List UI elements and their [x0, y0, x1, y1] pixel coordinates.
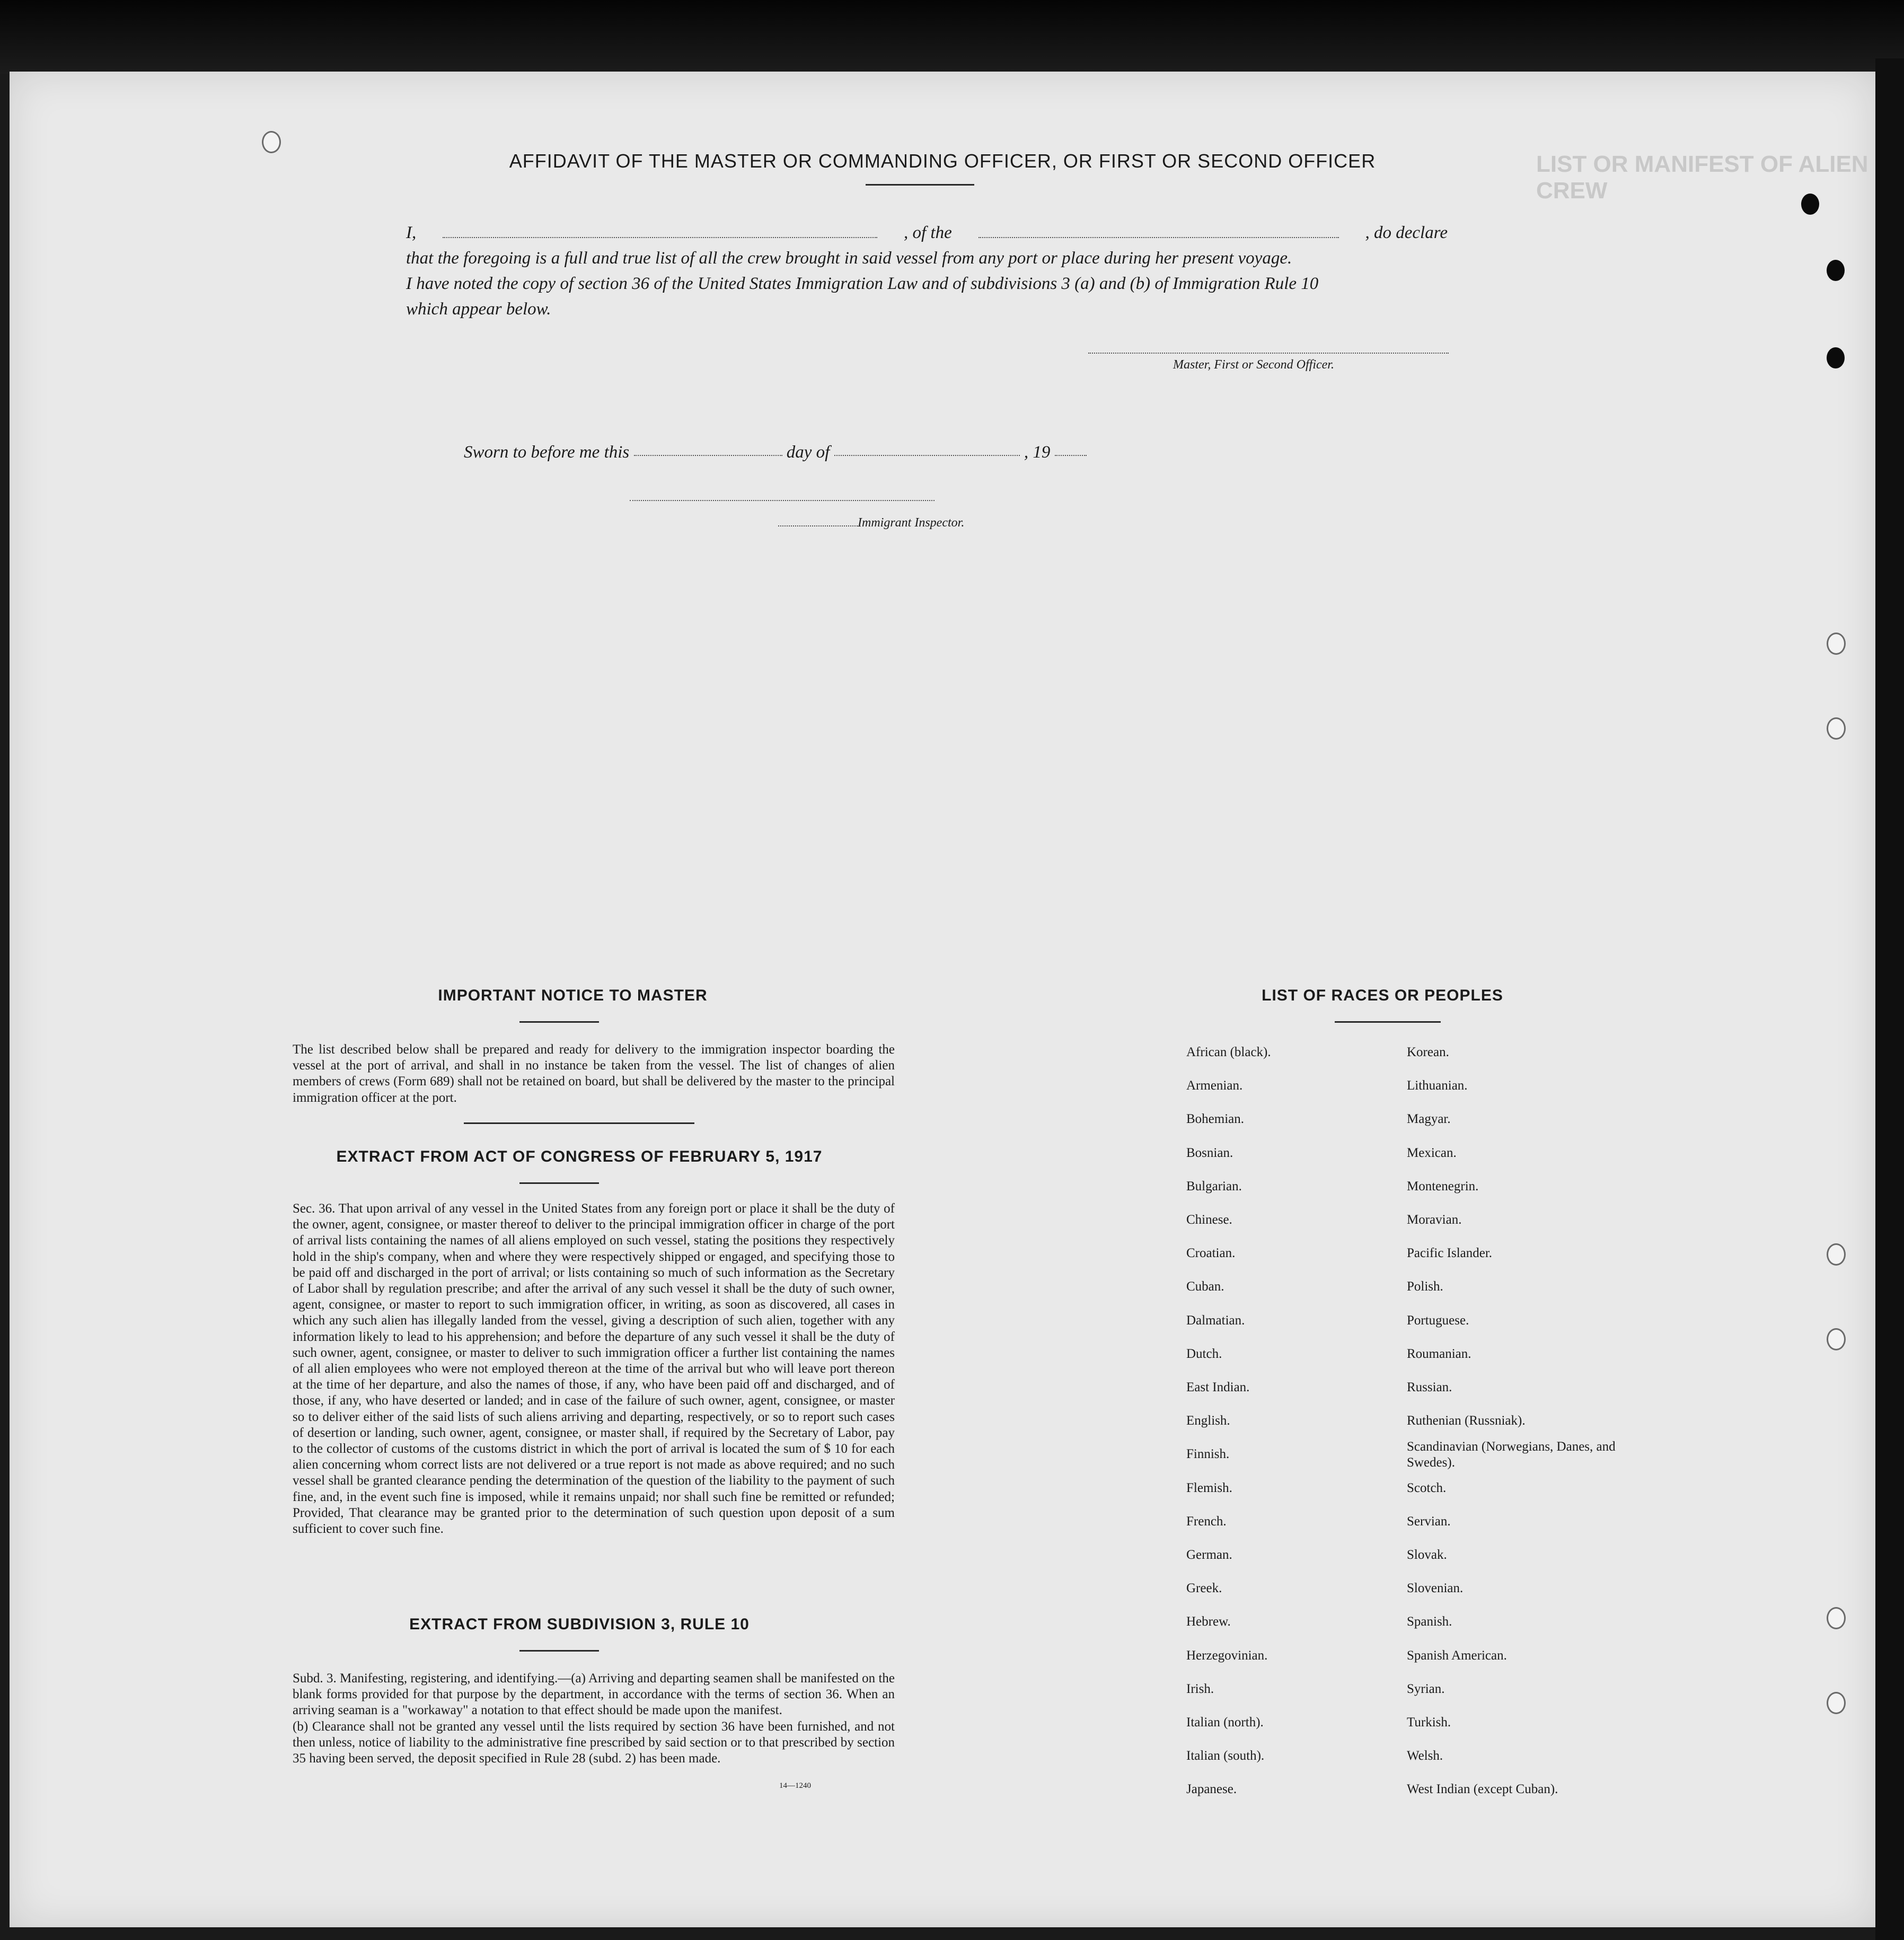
race-item: Bosnian. [1186, 1145, 1233, 1160]
document-page [10, 72, 1875, 1927]
race-item: Korean. [1407, 1045, 1449, 1059]
sworn-month-field[interactable] [834, 451, 1020, 456]
race-item: Dalmatian. [1186, 1313, 1245, 1328]
race-item: Japanese. [1186, 1782, 1237, 1797]
bleed-through-text: LIST OR MANIFEST OF ALIEN CREW [1536, 151, 1868, 204]
inspector-caption: Immigrant Inspector. [858, 516, 965, 530]
race-item: Spanish American. [1407, 1648, 1507, 1663]
name-field[interactable] [443, 233, 877, 238]
master-signature-caption: Master, First or Second Officer. [1173, 358, 1334, 372]
race-item: West Indian (except Cuban). [1407, 1782, 1558, 1797]
declaration-line-3: I have noted the copy of section 36 of the United States Immigration Law and of subdivisions 3 (a) and (b) of Immigration Rule 10 [406, 274, 1319, 293]
inspector-signature-line[interactable] [630, 500, 935, 501]
declaration-line-4: which appear below. [406, 300, 551, 319]
race-item: Bohemian. [1186, 1112, 1245, 1127]
punch-hole-icon [1827, 1328, 1846, 1350]
binding-hole-icon [1801, 194, 1819, 215]
sworn-day-label: day of [786, 443, 830, 462]
do-declare-label: , do declare [1365, 223, 1448, 242]
notice-body [260, 1042, 895, 1106]
sworn-year-label: , 19 [1024, 443, 1051, 462]
races-title: LIST OF RACES OR PEOPLES [1262, 987, 1503, 1004]
race-item: Flemish. [1186, 1480, 1232, 1495]
binding-hole-icon [1827, 347, 1845, 368]
race-item: English. [1186, 1414, 1230, 1428]
sworn-prefix: Sworn to before me this [464, 443, 630, 462]
race-item: Lithuanian. [1407, 1078, 1468, 1093]
race-item: Bulgarian. [1186, 1179, 1242, 1193]
of-the-label: , of the [904, 223, 952, 242]
notice-paragraph: The list described below shall be prepared and ready for delivery to the immigration inspector boarding the vessel at the port of arrival, and shall in no instance be taken from the vessel. The list of changes of alien members of crews (Form 689) shall not be retained on board, but shall be delivered by the master to the principal immigration officer at the port. [293, 1042, 895, 1105]
race-item: Polish. [1407, 1279, 1443, 1294]
race-item: Cuban. [1186, 1279, 1224, 1294]
race-item: Scotch. [1407, 1480, 1447, 1495]
race-item: Welsh. [1407, 1749, 1443, 1763]
i-label: I, [406, 223, 417, 242]
punch-hole-icon [1827, 1692, 1846, 1714]
race-item: Scandinavian (Norwegians, Danes, and Swedes). [1407, 1439, 1616, 1470]
race-item: Slovenian. [1407, 1581, 1464, 1596]
act-extract-body [260, 1201, 895, 1537]
subdivision-a-paragraph: Subd. 3. Manifesting, registering, and identifying.—(a) Arriving and departing seamen shall be manifested on the blank forms provided for that purpose by the department, in accordance with the terms of section 36. When an arriving seaman is a "workaway" a notation to that effect should be made upon the manifest. [293, 1671, 895, 1718]
race-item: Portuguese. [1407, 1313, 1469, 1328]
race-item: Slovak. [1407, 1548, 1447, 1562]
race-item: Magyar. [1407, 1112, 1451, 1127]
race-item: Hebrew. [1186, 1614, 1231, 1629]
races-column-1 [1186, 1035, 1388, 1806]
race-item: Spanish. [1407, 1614, 1452, 1629]
rule-extract-body [260, 1671, 895, 1767]
subdivision-b-paragraph: (b) Clearance shall not be granted any vessel until the lists required by section 36 have been furnished, and not then unless, notice of liability to the administrative fine prescribed by said section or to that prescribed by section 35 having been served, the deposit specified in Rule 28 (subd. 2) has been made. [293, 1719, 895, 1766]
binding-hole-icon [1827, 260, 1845, 281]
race-item: Italian (south). [1186, 1749, 1265, 1763]
race-item: German. [1186, 1548, 1232, 1562]
affidavit-title: AFFIDAVIT OF THE MASTER OR COMMANDING OFFICER, OR FIRST OR SECOND OFFICER [509, 150, 1376, 172]
race-item: East Indian. [1186, 1380, 1250, 1395]
race-item: Russian. [1407, 1380, 1452, 1395]
form-number: 14—1240 [779, 1781, 811, 1790]
race-item: Ruthenian (Russniak). [1407, 1414, 1526, 1428]
declaration-line-2: that the foregoing is a full and true list of all the crew brought in said vessel from any port or place during her present voyage. [406, 249, 1292, 268]
race-item: Greek. [1186, 1581, 1222, 1596]
race-item: Croatian. [1186, 1246, 1236, 1261]
race-item: Herzegovinian. [1186, 1648, 1268, 1663]
race-item: French. [1186, 1514, 1227, 1529]
race-item: Syrian. [1407, 1681, 1445, 1696]
race-item: Montenegrin. [1407, 1179, 1479, 1193]
race-item: Roumanian. [1407, 1346, 1471, 1361]
act-extract-title: EXTRACT FROM ACT OF CONGRESS OF FEBRUARY 5, 1917 [336, 1148, 823, 1165]
inspector-caption-line [778, 525, 858, 526]
race-item: Dutch. [1186, 1346, 1222, 1361]
master-signature-line[interactable] [1088, 353, 1449, 354]
race-item: Pacific Islander. [1407, 1246, 1493, 1261]
race-item: Servian. [1407, 1514, 1451, 1529]
punch-hole-icon [1827, 1243, 1846, 1266]
punch-hole-icon [1827, 717, 1846, 740]
sworn-day-field[interactable] [634, 451, 782, 456]
divider [866, 184, 974, 186]
race-item: Italian (north). [1186, 1715, 1264, 1730]
divider [1335, 1021, 1441, 1023]
divider [519, 1650, 599, 1652]
divider [519, 1021, 599, 1023]
scan-top-border [0, 0, 1904, 74]
declaration-line-1 [406, 220, 1448, 245]
punch-hole-icon [1827, 1607, 1846, 1629]
race-item: African (black). [1186, 1045, 1271, 1059]
notice-title: IMPORTANT NOTICE TO MASTER [438, 987, 708, 1004]
divider [464, 1122, 694, 1124]
races-column-2 [1407, 1035, 1629, 1806]
sworn-year-field[interactable] [1055, 451, 1087, 456]
race-item: Finnish. [1186, 1447, 1230, 1462]
divider [519, 1182, 599, 1184]
scan-right-border [1875, 58, 1904, 1940]
rule-extract-title: EXTRACT FROM SUBDIVISION 3, RULE 10 [409, 1616, 750, 1633]
affidavit-declaration [406, 220, 1448, 322]
race-item: Moravian. [1407, 1213, 1462, 1227]
race-item: Irish. [1186, 1681, 1214, 1696]
punch-hole-icon [1827, 633, 1846, 655]
race-item: Chinese. [1186, 1213, 1232, 1227]
vessel-field[interactable] [979, 233, 1339, 238]
sworn-statement [464, 443, 1087, 462]
race-item: Turkish. [1407, 1715, 1451, 1730]
section-36-paragraph: Sec. 36. That upon arrival of any vessel in the United States from any foreign port or place it shall be the duty of the owner, agent, consignee, or master thereof to deliver to the principal immigration officer in charge of the port of arrival lists containing the names of all aliens employed on such vessel, stating the positions they respectively hold in the ship's company, when and where they were respectively shipped or engaged, and specifying those to be paid off and discharged in the port of arrival; or lists containing so much of such information as the Secretary of Labor shall by regulation prescribe; and after the arrival of any such vessel it shall be the duty of such owner, agent, consignee, or master to report to such immigration officer, in writing, as soon as discovered, all cases in which any such alien has illegally landed from the vessel, giving a description of such alien, together with any information likely to lead to his apprehension; and before the departure of any such vessel it shall be the duty of such owner, agent, consignee, or master to deliver to such immigration officer a further list containing the names of all alien employees who were not employed thereon at the time of the arrival but who will leave port thereon at the time of her departure, and also the names of those, if any, who have been paid off and discharged, and of those, if any, who have deserted or landed; and in case of the failure of such owner, agent, consignee, or master so to deliver either of the said lists of such aliens arriving and departing, respectively, or so to report such cases of desertion or landing, such owner, agent, consignee, or master shall, if required by the Secretary of Labor, pay to the collector of customs of the customs district in which the port of arrival is located the sum of $ 10 for each alien concerning whom correct lists are not delivered or a true report is not made as above required; and no such vessel shall be granted clearance pending the determination of the question of the liability to the payment of such fine, and, in the event such fine is imposed, while it remains unpaid; nor shall such fine be remitted or refunded; Provided, That clearance may be granted prior to the determination of such question upon deposit of a sum sufficient to cover such fine. [293, 1201, 895, 1537]
race-item: Armenian. [1186, 1078, 1243, 1093]
race-item: Mexican. [1407, 1145, 1457, 1160]
